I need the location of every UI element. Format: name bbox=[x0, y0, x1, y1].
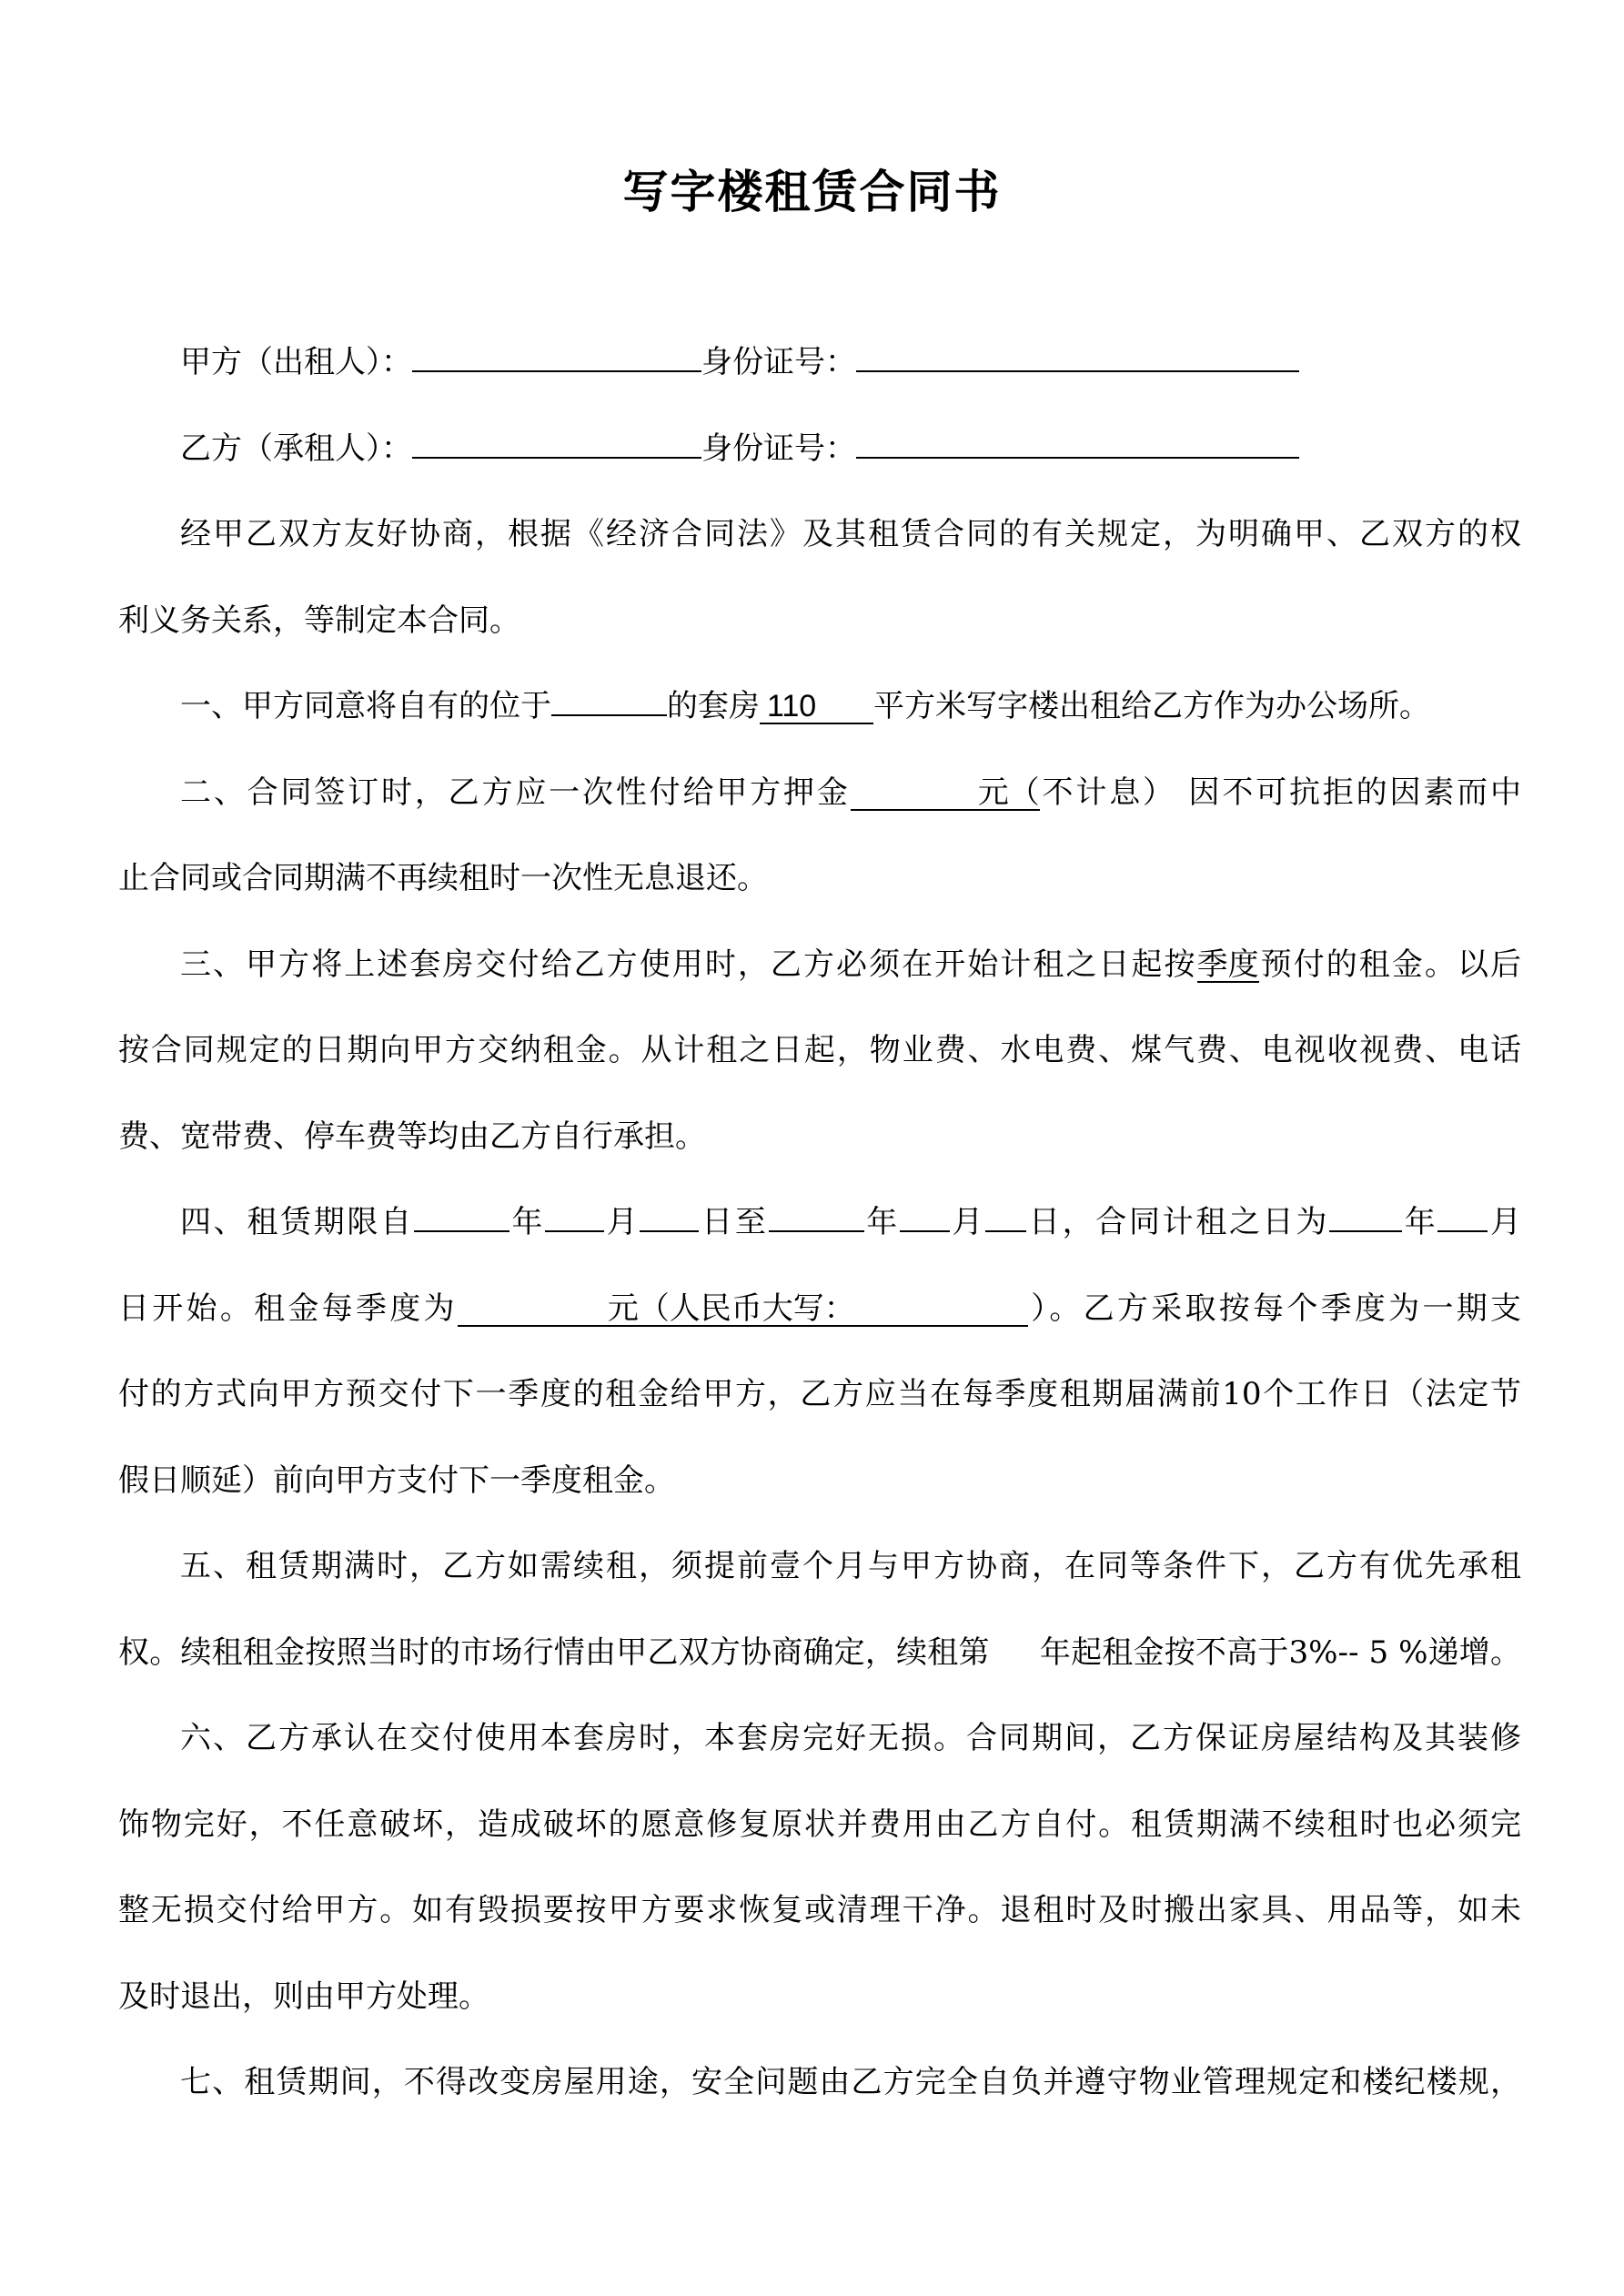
party-a-name-field[interactable] bbox=[412, 370, 701, 372]
start-month-field[interactable] bbox=[545, 1230, 604, 1232]
rent-start-year-field[interactable] bbox=[1329, 1230, 1402, 1232]
intro-line: 经甲乙双方友好协商，根据《经济合同法》及其租赁合同的有关规定，为明确甲、乙双方的权 bbox=[180, 516, 1521, 552]
location-field[interactable] bbox=[551, 714, 667, 716]
text: 三、甲方将上述套房交付给乙方使用时，乙方必须在开始计租之日起按 bbox=[180, 946, 1197, 983]
party-b-name-field[interactable] bbox=[412, 457, 701, 459]
section-1 bbox=[118, 663, 1521, 750]
text: 年起租金按不高于3%-- 5 %递增。 bbox=[1039, 1633, 1521, 1671]
deposit-field[interactable]: 元（ bbox=[851, 776, 1040, 811]
text: 一、甲方同意将自有的位于 bbox=[180, 688, 551, 724]
text: 不计息） 因不可抗拒的因素而中 bbox=[1039, 774, 1521, 811]
text: ）。乙方采取按每个季度为一期支 bbox=[1027, 1290, 1521, 1327]
section-4-line bbox=[118, 1266, 1521, 1352]
section-4-line: 付的方式向甲方预交付下一季度的租金给甲方，乙方应当在每季度租期届满前10个工作日（法定节 bbox=[118, 1376, 1521, 1412]
party-b-id-field[interactable] bbox=[856, 457, 1299, 459]
section-4 bbox=[118, 1179, 1521, 1266]
party-a-line bbox=[118, 319, 1521, 406]
intro-line: 利义务关系，等制定本合同。 bbox=[118, 602, 520, 639]
section-6: 六、乙方承认在交付使用本套房时，本套房完好无损。合同期间，乙方保证房屋结构及其装修 bbox=[180, 1720, 1521, 1756]
section-7: 七、租赁期间，不得改变房屋用途，安全问题由乙方完全自负并遵守物业管理规定和楼纪楼规， bbox=[180, 2064, 1521, 2100]
text: 日，合同计租之日为 bbox=[1026, 1204, 1330, 1240]
quarterly-rent-field[interactable]: 元（人民币大写： bbox=[458, 1292, 1028, 1327]
text: 年 bbox=[1402, 1204, 1438, 1240]
section-2-line: 止合同或合同期满不再续租时一次性无息退还。 bbox=[118, 860, 768, 896]
section-4-line: 假日顺延）前向甲方支付下一季度租金。 bbox=[118, 1462, 675, 1499]
contract-body bbox=[118, 319, 1521, 2126]
text: 日至 bbox=[699, 1204, 769, 1240]
party-b-line bbox=[118, 406, 1521, 492]
text: 月 bbox=[604, 1204, 641, 1240]
payment-period: 季度 bbox=[1196, 946, 1259, 983]
area-field[interactable]: 110 bbox=[760, 690, 873, 724]
section-3-line: 费、宽带费、停车费等均由乙方自行承担。 bbox=[118, 1118, 706, 1155]
start-year-field[interactable] bbox=[414, 1230, 509, 1232]
text: 年 bbox=[863, 1204, 900, 1240]
end-day-field[interactable] bbox=[985, 1230, 1026, 1232]
text: 的套房 bbox=[667, 688, 760, 724]
document-title: 写字楼租赁合同书 bbox=[622, 165, 1002, 218]
text: 四、租赁期限自 bbox=[180, 1204, 414, 1240]
start-day-field[interactable] bbox=[640, 1230, 699, 1232]
text: 日开始。租金每季度为 bbox=[118, 1290, 458, 1327]
rent-start-month-field[interactable] bbox=[1437, 1230, 1488, 1232]
text: 月 bbox=[1488, 1204, 1521, 1240]
section-2 bbox=[118, 750, 1521, 836]
section-5: 五、租赁期满时，乙方如需续租，须提前壹个月与甲方协商，在同等条件下，乙方有优先承租 bbox=[180, 1548, 1521, 1584]
text: 二、合同签订时，乙方应一次性付给甲方押金 bbox=[180, 774, 851, 811]
text: 平方米写字楼出租给乙方作为办公场所。 bbox=[873, 688, 1430, 724]
end-year-field[interactable] bbox=[769, 1230, 864, 1232]
text: 月 bbox=[949, 1204, 986, 1240]
party-b-label: 乙方（承租人）： bbox=[180, 430, 412, 467]
section-3 bbox=[118, 922, 1521, 1008]
section-5-line bbox=[118, 1610, 1521, 1696]
party-a-label: 甲方（出租人）： bbox=[180, 344, 412, 380]
text: 年 bbox=[509, 1204, 546, 1240]
section-6-line: 及时退出，则由甲方处理。 bbox=[118, 1977, 489, 2015]
text: 权。续租租金按照当时的市场行情由甲乙双方协商确定，续租第 bbox=[118, 1633, 990, 1671]
section-6-line: 整无损交付给甲方。如有毁损要按甲方要求恢复或清理干净。退租时及时搬出家具、用品等，如未 bbox=[118, 1892, 1521, 1928]
section-6-line: 饰物完好，不任意破坏，造成破坏的愿意修复原状并费用由乙方自付。租赁期满不续租时也必须完 bbox=[118, 1805, 1521, 1843]
party-b-id-label: 身份证号： bbox=[701, 430, 856, 467]
section-3-line: 按合同规定的日期向甲方交纳租金。从计租之日起，物业费、水电费、煤气费、电视收视费、电话 bbox=[118, 1032, 1521, 1068]
party-a-id-field[interactable] bbox=[856, 370, 1299, 372]
end-month-field[interactable] bbox=[900, 1230, 950, 1232]
text: 预付的租金。以后 bbox=[1258, 946, 1521, 983]
party-a-id-label: 身份证号： bbox=[701, 344, 856, 380]
